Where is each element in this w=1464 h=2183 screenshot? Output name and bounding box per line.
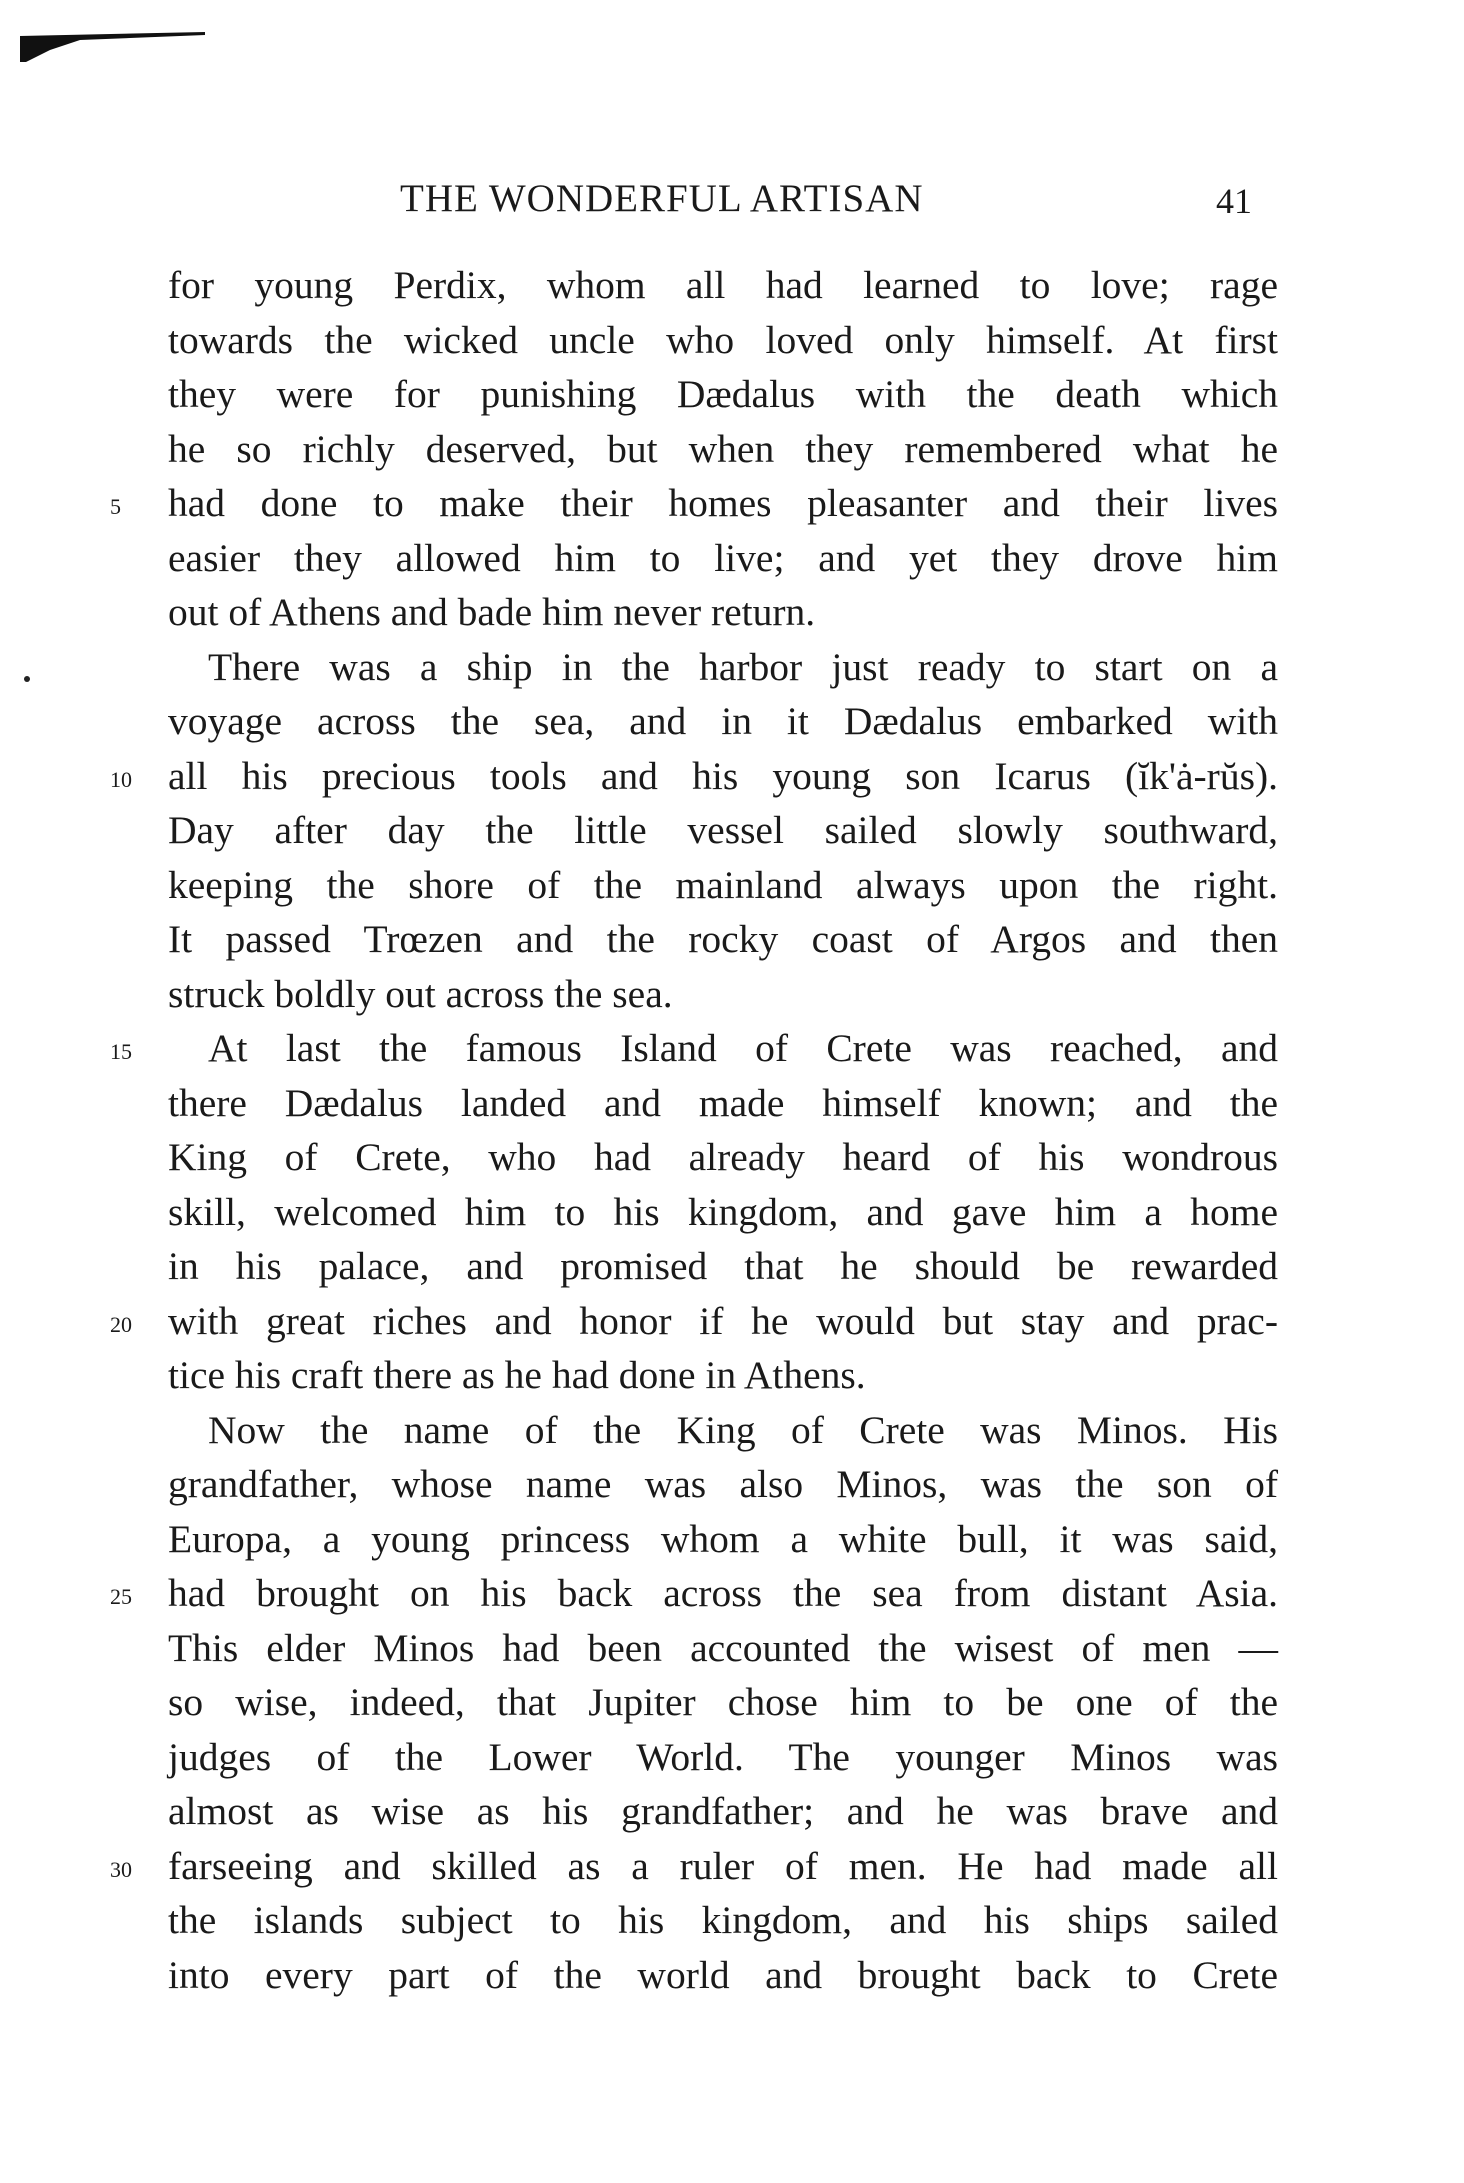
line-number: 15 bbox=[110, 1039, 132, 1064]
text-line bbox=[168, 967, 1278, 1022]
line-text: grandfather, whose name was also Minos, was the son of bbox=[168, 1462, 1278, 1506]
text-line bbox=[110, 1566, 1278, 1621]
text-line bbox=[168, 258, 1278, 313]
text-line bbox=[168, 1403, 1278, 1458]
text-line bbox=[168, 1621, 1278, 1676]
text-line bbox=[168, 367, 1278, 422]
line-text: Now the name of the King of Crete was Minos. His bbox=[208, 1407, 1278, 1452]
text-line bbox=[110, 1021, 1278, 1076]
line-text: At last the famous Island of Crete was reached, and bbox=[208, 1026, 1278, 1070]
text-line bbox=[168, 1239, 1278, 1294]
running-title: THE WONDERFUL ARTISAN bbox=[400, 177, 924, 220]
page-number: 41 bbox=[1216, 181, 1252, 221]
line-text: into every part of the world and brought back to Crete bbox=[168, 1952, 1278, 1997]
text-line bbox=[168, 422, 1278, 477]
text-line bbox=[168, 585, 1278, 640]
line-text: so wise, indeed, that Jupiter chose him to be one of the bbox=[168, 1680, 1278, 1724]
line-text: all his precious tools and his young son Icarus (ĭk'ȧ-rŭs). bbox=[168, 753, 1278, 798]
line-text: King of Crete, who had already heard of his wondrous bbox=[168, 1135, 1278, 1179]
line-text: with great riches and honor if he would but stay and prac- bbox=[168, 1298, 1278, 1343]
text-line bbox=[110, 1839, 1278, 1894]
text-line bbox=[168, 640, 1278, 695]
text-line bbox=[168, 1784, 1278, 1839]
text-line bbox=[168, 313, 1278, 368]
text-line bbox=[110, 749, 1278, 804]
line-text: they were for punishing Dædalus with the death which bbox=[168, 372, 1278, 416]
line-number: 25 bbox=[110, 1584, 132, 1609]
text-line bbox=[168, 1185, 1278, 1240]
line-text: skill, welcomed him to his kingdom, and gave him a home bbox=[168, 1189, 1278, 1234]
line-text: struck boldly out across the sea. bbox=[168, 971, 673, 1016]
line-text: in his palace, and promised that he should be rewarded bbox=[168, 1244, 1278, 1288]
text-line bbox=[110, 476, 1278, 531]
text-line bbox=[168, 1675, 1278, 1730]
line-text: voyage across the sea, and in it Dædalus embarked with bbox=[168, 699, 1278, 743]
line-text: farseeing and skilled as a ruler of men. He had made all bbox=[168, 1843, 1278, 1888]
line-number: 20 bbox=[110, 1311, 132, 1337]
line-text: he so richly deserved, but when they remembered what he bbox=[168, 426, 1278, 471]
text-line bbox=[168, 858, 1278, 913]
text-line bbox=[168, 1512, 1278, 1567]
text-line bbox=[168, 1730, 1278, 1785]
text-line bbox=[168, 1348, 1278, 1403]
line-text: There was a ship in the harbor just ready to start on a bbox=[208, 644, 1278, 689]
text-line bbox=[168, 803, 1278, 858]
line-text: It passed Trœzen and the rocky coast of Argos and then bbox=[168, 917, 1278, 961]
line-text: almost as wise as his grandfather; and he was brave and bbox=[168, 1789, 1278, 1833]
running-head bbox=[0, 176, 1464, 224]
line-text: for young Perdix, whom all had learned to love; rage bbox=[168, 263, 1278, 307]
text-line bbox=[110, 1294, 1278, 1349]
scan-edge-mark bbox=[20, 30, 205, 64]
line-text: This elder Minos had been accounted the wisest of men — bbox=[168, 1625, 1278, 1670]
text-line bbox=[168, 912, 1278, 967]
line-text: towards the wicked uncle who loved only himself. At first bbox=[168, 317, 1278, 362]
line-text: judges of the Lower World. The younger Minos was bbox=[168, 1734, 1278, 1779]
text-line bbox=[168, 694, 1278, 749]
line-text: Europa, a young princess whom a white bull, it was said, bbox=[168, 1516, 1278, 1561]
body-text bbox=[110, 258, 1278, 2002]
line-text: there Dædalus landed and made himself known; and the bbox=[168, 1080, 1278, 1125]
text-line bbox=[168, 1130, 1278, 1185]
line-text: had brought on his back across the sea from distant Asia. bbox=[168, 1571, 1278, 1615]
line-text: Day after day the little vessel sailed slowly southward, bbox=[168, 808, 1278, 852]
line-text: out of Athens and bade him never return. bbox=[168, 590, 816, 634]
line-text: keeping the shore of the mainland always upon the right. bbox=[168, 862, 1278, 907]
line-text: had done to make their homes pleasanter and their lives bbox=[168, 481, 1278, 525]
text-line bbox=[168, 531, 1278, 586]
text-line bbox=[168, 1457, 1278, 1512]
stray-ink-dot bbox=[24, 676, 30, 682]
line-text: the islands subject to his kingdom, and his ships sailed bbox=[168, 1898, 1278, 1942]
line-number: 10 bbox=[110, 766, 132, 792]
line-text: easier they allowed him to live; and yet they drove him bbox=[168, 535, 1278, 580]
text-line bbox=[168, 1076, 1278, 1131]
text-line bbox=[168, 1948, 1278, 2003]
line-number: 5 bbox=[110, 494, 121, 519]
line-text: tice his craft there as he had done in Athens. bbox=[168, 1353, 866, 1397]
line-number: 30 bbox=[110, 1856, 132, 1882]
text-line bbox=[168, 1893, 1278, 1948]
